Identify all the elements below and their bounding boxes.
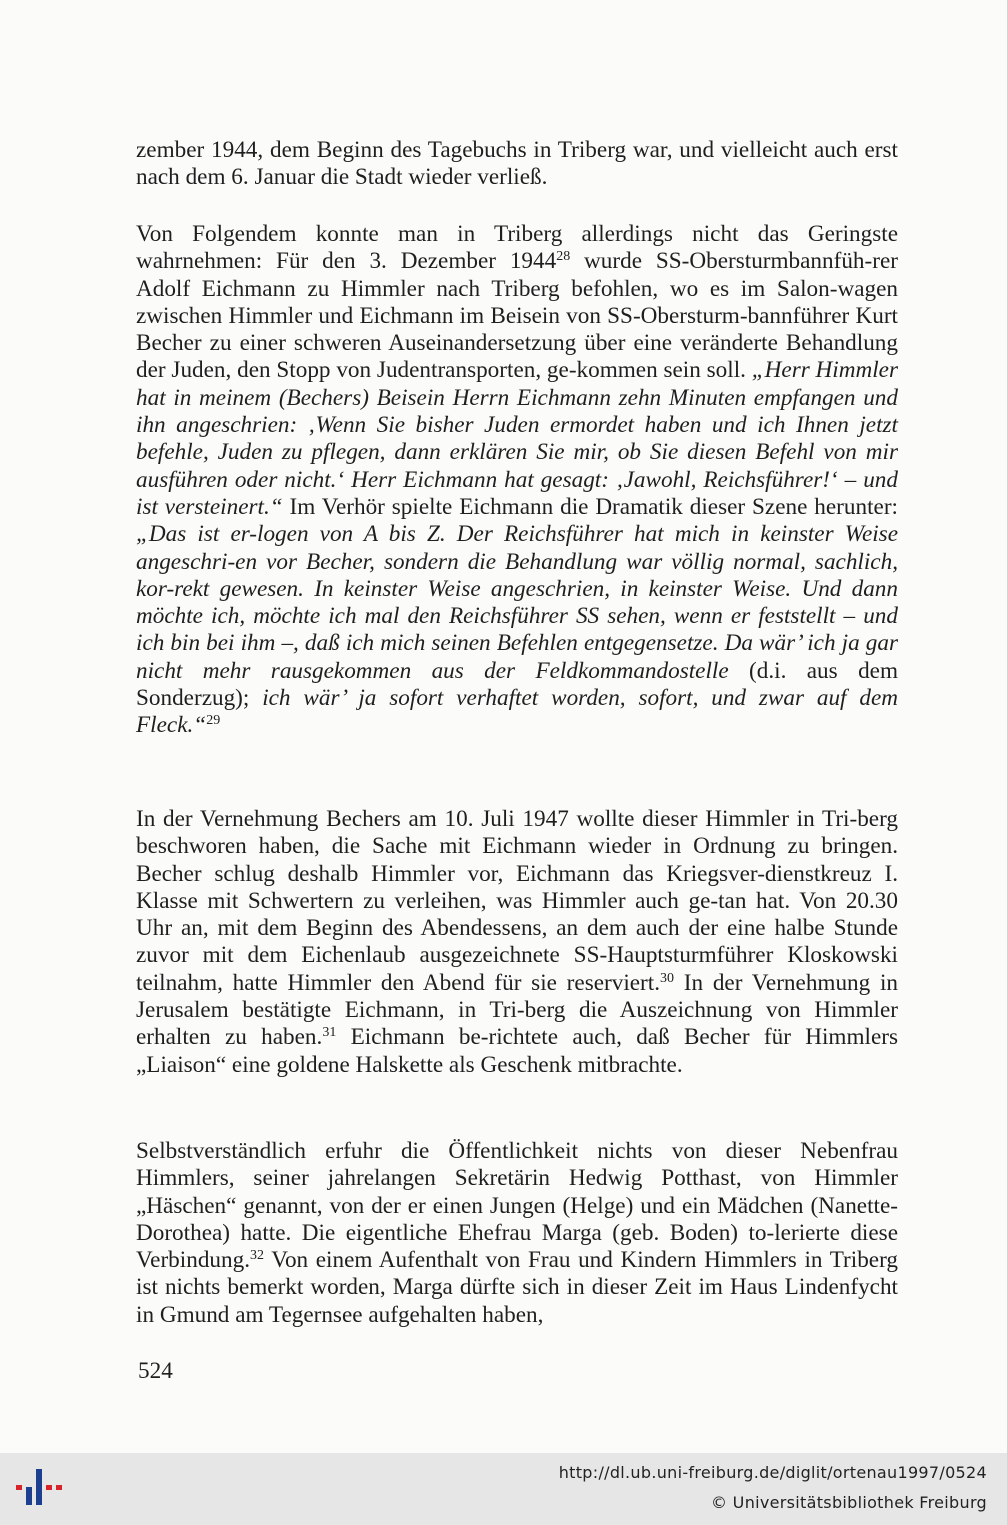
paragraph-text xyxy=(136,137,898,192)
body-text: Im Verhör spielte Eichmann die Dramatik dieser Szene herunter: xyxy=(282,493,898,520)
footnote-ref: 30 xyxy=(660,970,675,986)
paragraph-text xyxy=(136,806,898,1079)
body-text: (d.i. aus dem Sonderzug); xyxy=(136,657,898,712)
body-text: In der Vernehmung in Jerusalem bestätigte Eichmann, in Tri-berg die Auszeichnung von Himmler erhalten zu haben. xyxy=(136,969,899,1051)
quote-text: „Das ist er-logen von A bis Z. Der Reichsführer hat mich in keinster Weise angeschri-en vor Becher, sondern die Behandlung war völlig normal, sachlich, kor-rekt gewesen. In keinster Weise angeschrien, in keinster Weise. Und dann möchte ich, möchte ich mal den Reichsführer SS sehen, wenn er feststellt – und ich bin bei ihm –, daß ich mich seinen Befehlen entgegensetze. Da wär’ ich ja gar nicht mehr rausgekommen aus der Feldkommandostelle xyxy=(136,521,898,684)
paragraph xyxy=(136,1138,898,1329)
paragraph xyxy=(136,806,898,1079)
body-text: wurde SS-Obersturmbannfüh-rer Adolf Eichmann zu Himmler nach Triberg befohlen, wo es im Salon-wagen zwischen Himmler und Eichmann im Beisein von SS-Obersturm-bannführer Kurt Becher zu einer schweren Auseinandersetzung über eine veränderte Behandlung der Juden, den Stopp von Judentransporten, ge-kommen sein soll. xyxy=(136,248,898,384)
body-text: In der Vernehmung Bechers am 10. Juli 1947 wollte dieser Himmler in Tri-berg beschworen haben, die Sache mit Eichmann wieder in Ordnung zu bringen. Becher schlug deshalb Himmler vor, Eichmann das Kriegsver-dienstkreuz I. Klasse mit Schwertern zu verleihen, was Himmler auch ge-tan hat. Von 20.30 Uhr an, mit dem Beginn des Abendessens, an dem auch der eine halbe Stunde zuvor mit dem Eichenlaub ausgezeichnete SS-Hauptsturmführer Kloskowski teilnahm, hatte Himmler den Abend für sie reserviert. xyxy=(136,806,898,996)
paragraph xyxy=(136,221,898,740)
body-text: Von Folgendem konnte man in Triberg allerdings nicht das Geringste wahrnehmen: Für den 3. Dezember 1944 xyxy=(136,221,898,275)
body-text: Von einem Aufenthalt von Frau und Kindern Himmlers in Triberg ist nichts bemerkt worden, Marga dürfte sich in dieser Zeit im Haus Lindenfycht in Gmund am Tegernsee aufgehalten haben, xyxy=(136,1247,898,1328)
paragraph-text xyxy=(136,221,898,740)
footnote-ref: 32 xyxy=(250,1248,264,1264)
footnote-ref: 31 xyxy=(322,1025,337,1041)
body-text: Eichmann be-richtete auch, daß Becher für Himmlers „Liaison“ eine goldene Halskette als Geschenk mitbrachte. xyxy=(136,1024,898,1078)
quote-text: ich wär’ ja sofort verhaftet worden, sofort, und zwar auf dem Fleck.“ xyxy=(136,685,898,739)
ub-freiburg-logo-icon[interactable] xyxy=(12,1463,64,1515)
quote-text: „Herr Himmler hat in meinem (Bechers) Beisein Herrn Eichmann zehn Minuten empfangen und ihn angeschrien: ‚Wenn Sie bisher Juden ermordet haben und ich Ihnen jetzt befehle, Juden zu pflegen, dann erklären Sie mir, ob Sie diesen Befehl von mir ausführen oder nicht.‘ Herr Eichmann hat gesagt: ‚Jawohl, Reichsführer!‘ – und ist versteinert.“ xyxy=(136,357,898,520)
copyright-notice: © Universitätsbibliothek Freiburg xyxy=(711,1493,987,1512)
paragraph-text xyxy=(136,1138,898,1329)
paragraph xyxy=(136,137,898,192)
body-text: Selbstverständlich erfuhr die Öffentlichkeit nichts von dieser Nebenfrau Himmlers, seiner jahrelangen Sekretärin Hedwig Potthast, von Himmler „Häschen“ genannt, von der er einen Jungen (Helge) und ein Mädchen (Nanette-Dorothea) hatte. Die eigentliche Ehefrau Marga (geb. Boden) to-lerierte diese Verbindung. xyxy=(136,1138,898,1274)
body-text: zember 1944, dem Beginn des Tagebuchs in Triberg war, und vielleicht auch erst nach dem 6. Januar die Stadt wieder verließ. xyxy=(136,137,898,191)
page-number: 524 xyxy=(138,1358,173,1384)
document-url-link[interactable]: http://dl.ub.uni-freiburg.de/diglit/ortenau1997/0524 xyxy=(558,1463,987,1482)
footnote-ref: 29 xyxy=(206,713,221,729)
footnote-ref: 28 xyxy=(556,249,571,265)
footer-bar xyxy=(0,1453,1007,1525)
